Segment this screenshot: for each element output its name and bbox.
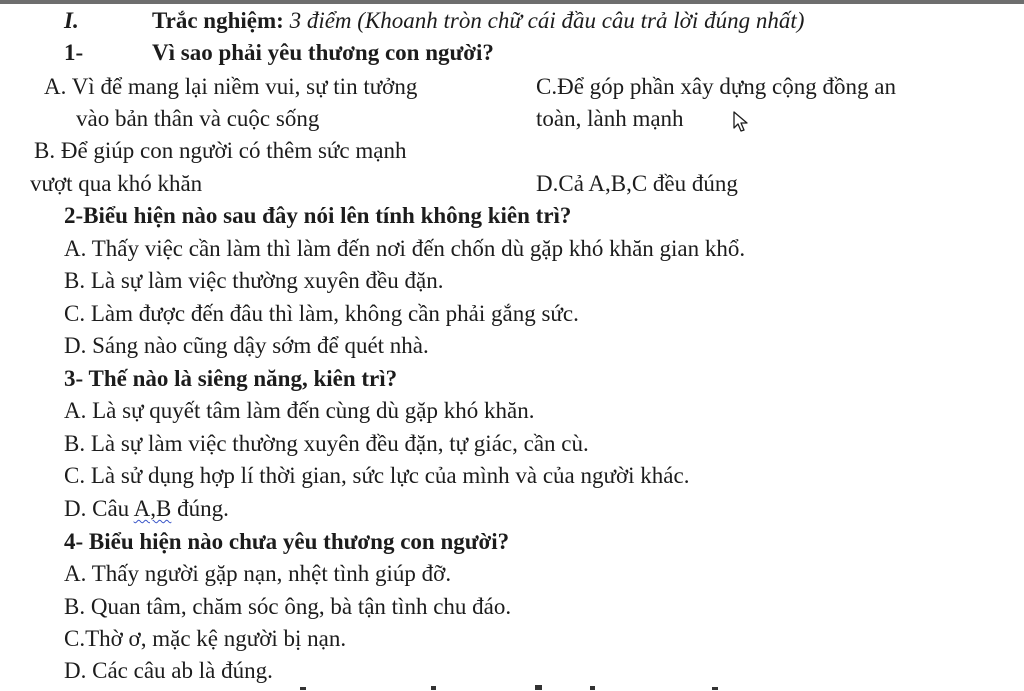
q1-option-b-line1: B. Để giúp con người có thêm sức mạnh (34, 138, 407, 163)
section-number: I. (64, 8, 79, 33)
q1-option-c-line2: toàn, lành mạnh (536, 106, 684, 131)
q3-option-d (64, 494, 229, 524)
q2-option-d: D. Sáng nào cũng dậy sớm để quét nhà. (64, 333, 429, 358)
q3-option-d-prefix: D. Câu (64, 496, 134, 521)
q2-option-c: C. Làm được đến đâu thì làm, không cần phải gắng sức. (64, 301, 579, 326)
q4-option-b: B. Quan tâm, chăm sóc ông, bà tận tình chu đáo. (64, 594, 512, 619)
q4-prompt: 4- Biểu hiện nào chưa yêu thương con người? (64, 529, 510, 554)
q1-heading (64, 38, 494, 68)
top-rule (0, 0, 1024, 4)
mouse-pointer-icon (733, 111, 751, 133)
q4-option-c: C.Thờ ơ, mặc kệ người bị nạn. (64, 626, 347, 651)
q1-option-c-line1: C.Để góp phần xây dựng cộng đồng an (536, 74, 896, 99)
q2-option-a: A. Thấy việc cần làm thì làm đến nơi đến chốn dù gặp khó khăn gian khổ. (64, 236, 746, 261)
q1-option-a-line1: A. Vì để mang lại niềm vui, sự tin tưởng (44, 74, 418, 99)
q1-option-b-line2: vượt qua khó khăn (30, 171, 203, 196)
q3-option-d-suffix: đúng. (171, 496, 229, 521)
section-note: 3 điểm (Khoanh tròn chữ cái đầu câu trả lời đúng nhất) (283, 8, 805, 33)
cut-off-text-fragments (0, 684, 1024, 691)
q1-option-d: D.Cả A,B,C đều đúng (536, 171, 738, 196)
q3-option-c: C. Là sử dụng hợp lí thời gian, sức lực của mình và của người khác. (64, 463, 690, 488)
spellcheck-marked-text: A,B (133, 496, 172, 521)
q2-option-b: B. Là sự làm việc thường xuyên đều đặn. (64, 268, 444, 293)
q4-option-a: A. Thấy người gặp nạn, nhệt tình giúp đỡ. (64, 561, 452, 586)
q1-number: 1- (64, 40, 84, 65)
q1-option-a-line2: vào bản thân và cuộc sống (76, 106, 320, 131)
q3-option-b: B. Là sự làm việc thường xuyên đều đặn, tự giác, cần cù. (64, 431, 589, 456)
q4-option-d: D. Các câu ab là đúng. (64, 658, 273, 683)
section-heading (64, 6, 804, 36)
q3-option-a: A. Là sự quyết tâm làm đến cùng dù gặp khó khăn. (64, 398, 535, 423)
q1-prompt: Vì sao phải yêu thương con người? (152, 40, 494, 65)
section-title: Trắc nghiệm: (152, 8, 284, 33)
q3-prompt: 3- Thế nào là siêng năng, kiên trì? (64, 366, 398, 391)
q2-prompt: 2-Biểu hiện nào sau đây nói lên tính không kiên trì? (64, 203, 572, 228)
